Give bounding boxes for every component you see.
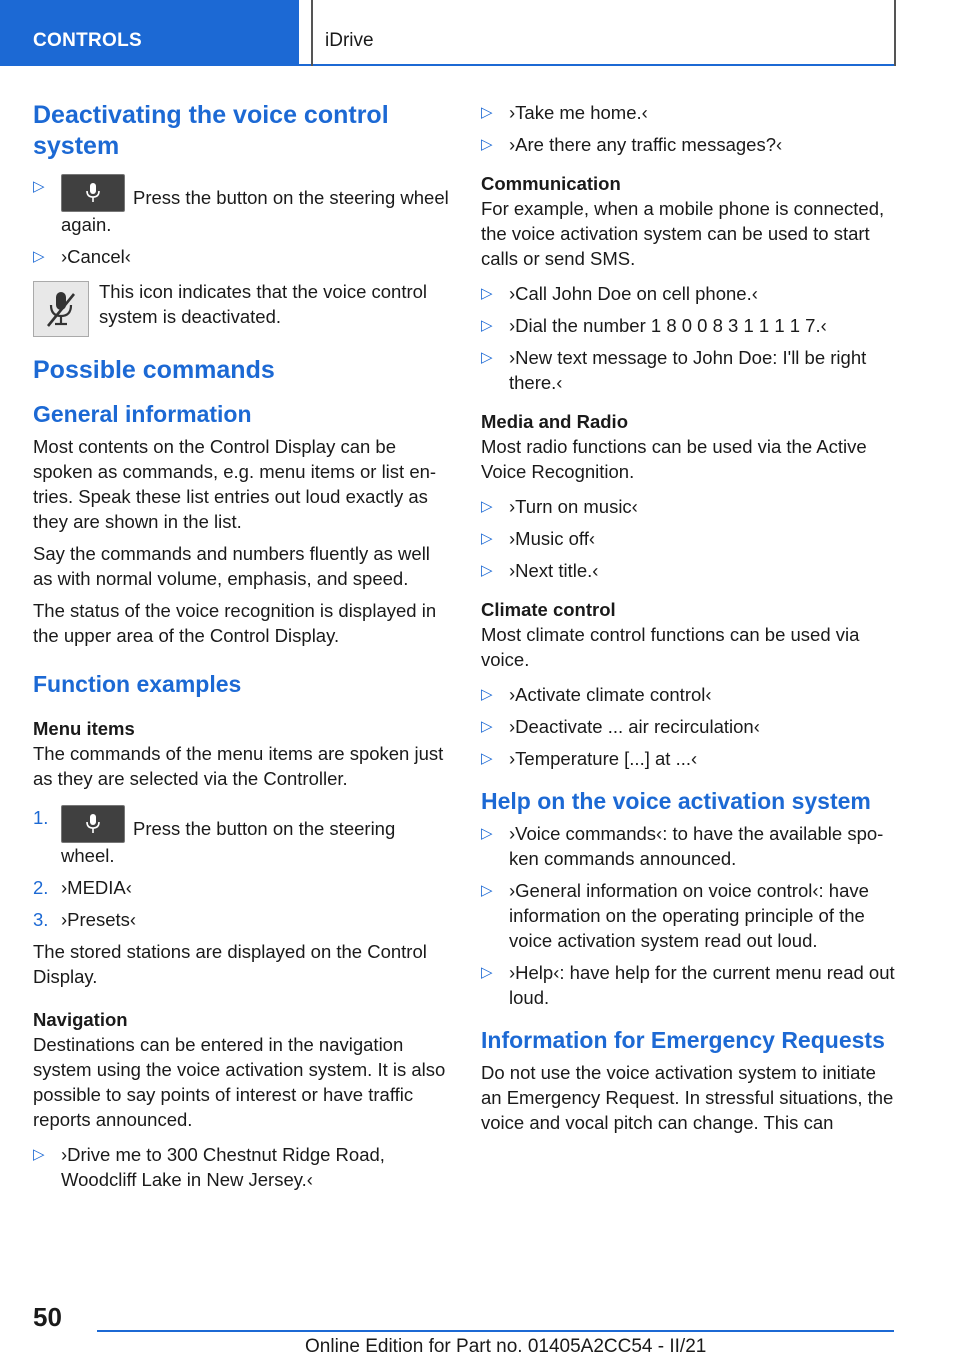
heading-menu-items: Menu items: [33, 718, 135, 739]
left-column: [33, 100, 453, 1202]
bullet-icon: ▷: [481, 349, 493, 366]
list-item: [481, 494, 899, 519]
footer-rule: [97, 1330, 894, 1332]
bullet-icon: ▷: [481, 317, 493, 334]
microphone-icon: [85, 814, 101, 834]
list-item: [33, 174, 453, 237]
list-item: [481, 878, 899, 953]
bullet-icon: ▷: [481, 750, 493, 767]
bullet-icon: ▷: [481, 136, 493, 153]
microphone-off-icon: [44, 290, 78, 328]
list-item: [481, 100, 899, 125]
communication-list: [481, 281, 899, 395]
list-item-text: ›Cancel‹: [61, 246, 131, 267]
heading-navigation: Navigation: [33, 1009, 128, 1030]
list-item: [481, 746, 899, 771]
voice-button-image: [61, 174, 125, 212]
paragraph: The stored stations are displayed on the Control Display.: [33, 941, 427, 987]
paragraph: Say the commands and numbers fluently as well as with normal volume, emphasis, and speed.: [33, 543, 430, 589]
deactivated-note: [33, 279, 453, 337]
navigation-list: [33, 1142, 453, 1192]
heading-deactivate: Deactivating the voice control system: [33, 101, 389, 160]
right-column: [481, 100, 899, 1142]
list-item-text: ›Activate climate control‹: [509, 684, 712, 705]
list-item-text: ›Are there any traffic messages?‹: [509, 134, 783, 155]
list-item-text: ›Deactivate ... air recirculation‹: [509, 716, 760, 737]
heading-climate-control: Climate control: [481, 599, 616, 620]
list-item: [481, 821, 899, 871]
heading-communication: Communication: [481, 173, 621, 194]
bullet-icon: ▷: [481, 825, 493, 842]
bullet-icon: ▷: [33, 248, 45, 265]
list-item: [481, 714, 899, 739]
list-item-text: ›Temperature [...] at ...‹: [509, 748, 698, 769]
list-item-text: ›MEDIA‹: [61, 877, 132, 898]
section-tab: [0, 0, 299, 66]
page-number: 50: [33, 1302, 62, 1332]
list-item: [481, 558, 899, 583]
heading-help: Help on the voice activation system: [481, 788, 871, 814]
list-item-text: ›General information on voice control‹: have information on the operating principle of the voice activation system read out loud.: [509, 880, 869, 951]
voice-button-image: [61, 805, 125, 843]
list-item-text: ›Turn on music‹: [509, 496, 638, 517]
menu-steps: [33, 805, 453, 932]
list-item-text: ›Presets‹: [61, 909, 137, 930]
list-item-text: ›Music off‹: [509, 528, 596, 549]
paragraph: For example, when a mobile phone is connected, the voice activation system can be used to start calls or send SMS.: [481, 198, 885, 269]
help-list: [481, 821, 899, 1010]
heading-media-radio: Media and Radio: [481, 411, 628, 432]
list-item: [33, 244, 453, 269]
list-item-text: ›Voice commands‹: to have the available spo‐ken commands announced.: [509, 823, 884, 869]
list-item-text: ›Next title.‹: [509, 560, 599, 581]
deactivate-list: [33, 174, 453, 269]
page-header: [0, 0, 960, 66]
list-item: [481, 345, 899, 395]
list-item-text: ›Take me home.‹: [509, 102, 648, 123]
list-item: [481, 313, 899, 338]
bullet-icon: ▷: [481, 530, 493, 547]
bullet-icon: ▷: [481, 285, 493, 302]
list-item: [33, 805, 453, 868]
paragraph: Destinations can be entered in the navigation system using the voice activation system. It is also possible to say points of interest or have traffic reports announced.: [33, 1034, 446, 1130]
header-divider-right: [894, 0, 896, 66]
list-item-text: Press the button on the steering wheel again.: [61, 187, 449, 235]
list-item: [481, 682, 899, 707]
bullet-icon: ▷: [481, 718, 493, 735]
note-text: This icon indicates that the voice control system is deactivated.: [99, 281, 428, 327]
paragraph: Most radio functions can be used via the Active Voice Recognition.: [481, 436, 867, 482]
bullet-icon: ▷: [481, 498, 493, 515]
bullet-icon: ▷: [481, 882, 493, 899]
header-rule: [299, 64, 896, 66]
bullet-icon: ▷: [481, 686, 493, 703]
heading-general-information: General information: [33, 401, 252, 427]
bullet-icon: ▷: [33, 178, 45, 195]
paragraph: The commands of the menu items are spoken just as they are selected via the Controller.: [33, 743, 444, 789]
bullet-icon: ▷: [481, 562, 493, 579]
navigation-list-cont: [481, 100, 899, 157]
section-label: CONTROLS: [33, 30, 143, 51]
list-item: [33, 1142, 453, 1192]
list-item: [481, 526, 899, 551]
microphone-icon: [85, 183, 101, 203]
step-number: 3.: [33, 909, 49, 930]
paragraph: Most climate control functions can be used via voice.: [481, 624, 860, 670]
edition-text: Online Edition for Part no. 01405A2CC54 - II/21: [305, 1336, 707, 1357]
paragraph: The status of the voice recognition is displayed in the upper area of the Control Display.: [33, 600, 437, 646]
list-item: [481, 960, 899, 1010]
list-item-text: ›Help‹: have help for the current menu read out loud.: [509, 962, 895, 1008]
heading-possible-commands: Possible commands: [33, 356, 275, 384]
chapter-title: iDrive: [325, 30, 374, 51]
voice-off-image: [33, 281, 89, 337]
media-list: [481, 494, 899, 583]
list-item: [33, 907, 453, 932]
heading-emergency: Information for Emergency Requests: [481, 1027, 885, 1053]
bullet-icon: ▷: [33, 1146, 45, 1163]
climate-list: [481, 682, 899, 771]
list-item-text: ›Dial the number 1 8 0 0 8 3 1 1 1 1 7.‹: [509, 315, 827, 336]
list-item-text: ›New text message to John Doe: I'll be right there.‹: [509, 347, 867, 393]
paragraph: Most contents on the Control Display can be spoken as commands, e.g. menu items or list en‐tries. Speak these list entries out loud exactly as they are shown in the list.: [33, 436, 437, 532]
list-item-text: Press the button on the steering wheel.: [61, 818, 396, 866]
step-number: 1.: [33, 807, 49, 828]
step-number: 2.: [33, 877, 49, 898]
list-item: [481, 132, 899, 157]
header-divider-left: [311, 0, 313, 66]
list-item-text: ›Drive me to 300 Chestnut Ridge Road, Woodcliff Lake in New Jersey.‹: [61, 1144, 385, 1190]
bullet-icon: ▷: [481, 964, 493, 981]
bullet-icon: ▷: [481, 104, 493, 121]
paragraph: Do not use the voice activation system to initiate an Emergency Request. In stressful situations, the voice and vocal pitch can change. This can: [481, 1062, 894, 1133]
heading-function-examples: Function examples: [33, 671, 242, 697]
list-item: [33, 875, 453, 900]
list-item: [481, 281, 899, 306]
list-item-text: ›Call John Doe on cell phone.‹: [509, 283, 758, 304]
